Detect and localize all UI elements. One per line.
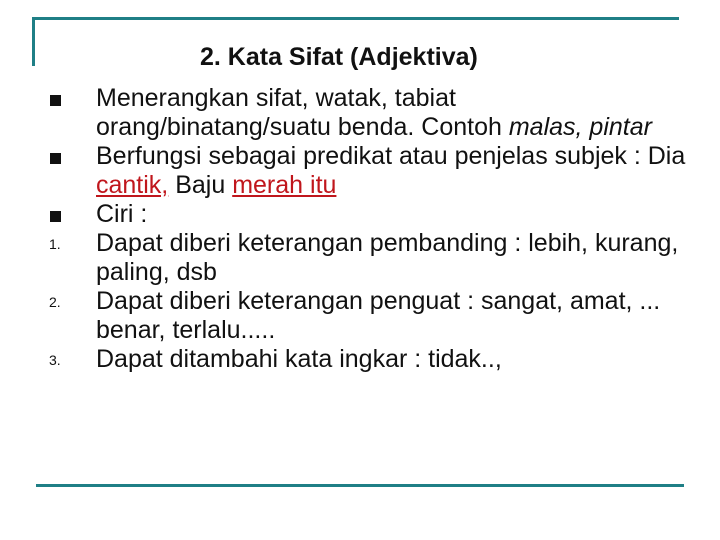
list-item [46, 142, 696, 200]
bullet-list [46, 84, 696, 374]
slide-title: 2. Kata Sifat (Adjektiva) [200, 43, 478, 71]
highlighted-example: merah itu [232, 171, 337, 199]
frame-left-line [32, 17, 35, 66]
list-item [46, 200, 696, 229]
list-item [46, 345, 696, 374]
list-number [46, 345, 76, 374]
italic-example: malas, pintar [508, 113, 652, 141]
square-bullet-shape [50, 95, 61, 106]
list-item [46, 229, 696, 287]
list-item-text [96, 84, 652, 141]
list-item [46, 287, 696, 345]
list-item-text [96, 345, 502, 373]
square-bullet-shape [50, 211, 61, 222]
square-bullet-icon [46, 142, 76, 171]
text-segment: Baju [168, 171, 233, 199]
list-item [46, 84, 696, 142]
square-bullet-icon [46, 84, 76, 113]
frame-bottom-line [36, 484, 684, 487]
list-number-label: 2. [49, 294, 61, 310]
text-segment: Menerangkan sifat, watak, tabiat orang/binatang/suatu benda. Contoh [96, 84, 509, 141]
text-segment: Dapat diberi keterangan penguat : sangat, amat, ... benar, terlalu..... [96, 287, 661, 344]
text-segment: Ciri : [96, 200, 148, 228]
highlighted-example: cantik, [96, 171, 169, 199]
list-number [46, 287, 76, 316]
list-number-label: 1. [49, 236, 61, 252]
text-segment: Berfungsi sebagai predikat atau penjelas subjek : Dia [96, 142, 686, 170]
list-item-text [96, 287, 660, 344]
list-item-text [96, 142, 685, 199]
text-segment: Dapat diberi keterangan pembanding : lebih, kurang, paling, dsb [96, 229, 679, 286]
list-number [46, 229, 76, 258]
list-item-text [96, 200, 147, 228]
frame-top-line [32, 17, 679, 20]
square-bullet-icon [46, 200, 76, 229]
text-segment: Dapat ditambahi kata ingkar : tidak.., [96, 345, 502, 373]
square-bullet-shape [50, 153, 61, 164]
list-number-label: 3. [49, 352, 61, 368]
list-item-text [96, 229, 678, 286]
